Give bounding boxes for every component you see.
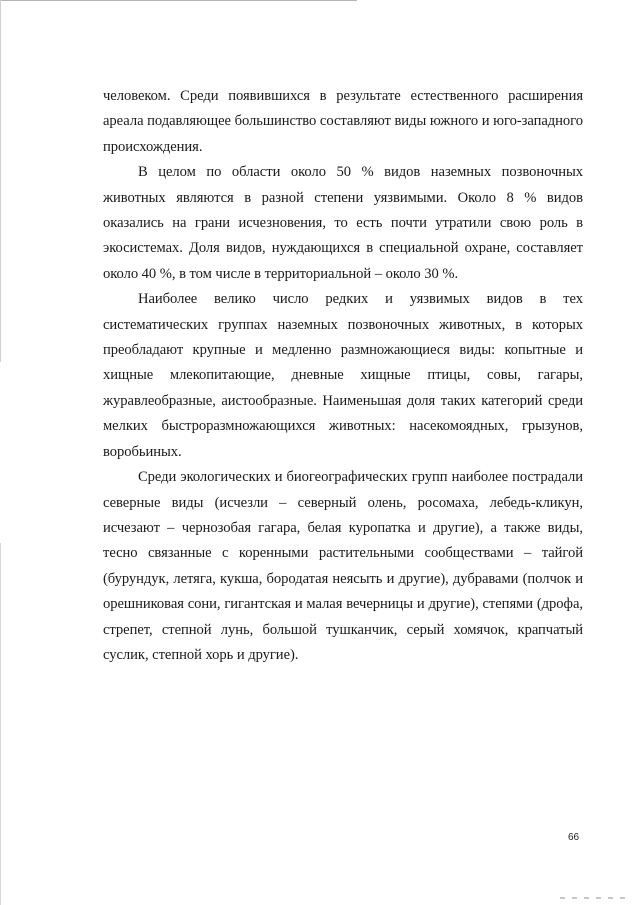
scan-top-rule bbox=[0, 0, 357, 1]
scan-bottom-marks bbox=[560, 897, 630, 899]
paragraph-3: Наиболее велико число редких и уязвимых видов в тех систематических группах наземных позвоночных животных, в которых преобладают крупные и медленно размножающиеся виды: копытные и хищные млекопитающие, дневные хищные птицы, совы, гагары, журавлеобразные, аистообразные. Наименьшая доля таких категорий среди мелких быстроразмножающихся животных: насекомоядных, грызунов, воробьиных. bbox=[103, 291, 583, 460]
page-body bbox=[103, 84, 583, 668]
scan-left-edge bbox=[0, 0, 1, 905]
paragraph-4: Среди экологических и биогеографических групп наиболее пострадали северные виды (исчезли – северный олень, росомаха, лебедь-кликун, исчезают – чернозобая гагара, белая куропатка и другие), а также виды, тесно связанные с коренными растительными сообществами – тайгой (бурундук, летяга, кукша, бородатая неясыть и другие), дубравами (полчок и орешниковая сони, гигантская и малая вечерницы и другие), степями (дрофа, стрепет, степной лунь, большой тушканчик, серый хомячок, крапчатый суслик, степной хорь и другие). bbox=[103, 469, 583, 663]
page-number: 66 bbox=[568, 832, 580, 843]
paragraph-1: человеком. Среди появившихся в результате естественного расширения ареала подавляющее большинство составляют виды южного и юго-западного происхождения. bbox=[103, 88, 583, 155]
paragraph-2: В целом по области около 50 % видов наземных позвоночных животных являются в разной степени уязвимыми. Около 8 % видов оказались на грани исчезновения, то есть почти утратили свою роль в экосистемах. Доля видов, нуждающихся в специальной охране, составляет около 40 %, в том числе в территориальной – около 30 %. bbox=[103, 164, 583, 282]
